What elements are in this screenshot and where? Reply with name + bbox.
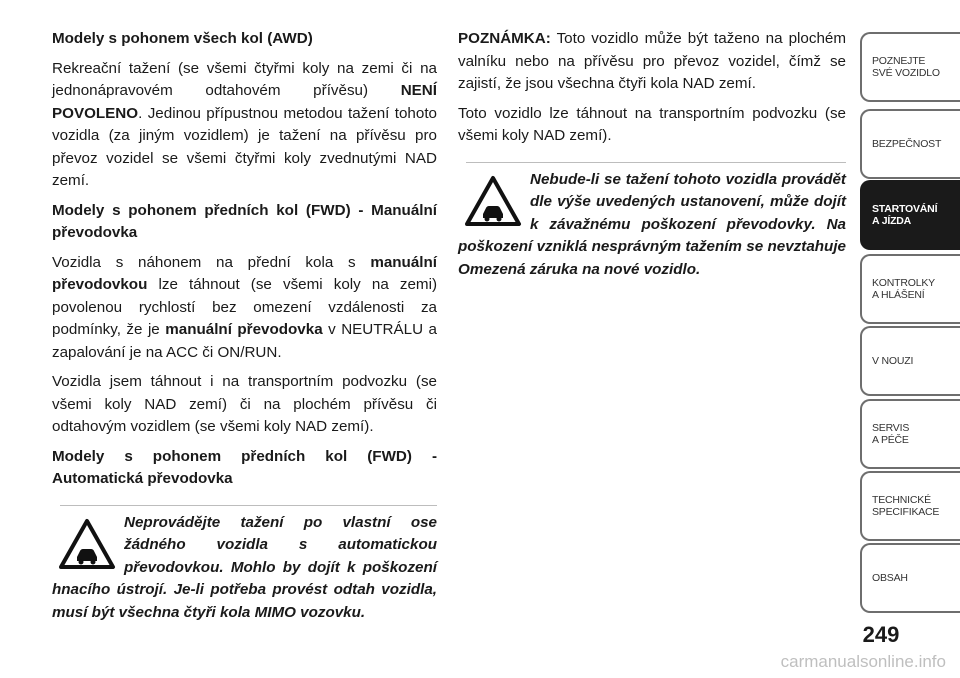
fwd-manual-paragraph-2: Vozidla jsem táhnout i na transportním podvozku (se všemi koly NAD zemí) či na plochém přívěsu či odtahovým vozidlem (se všemi koly NAD zemí).	[52, 373, 437, 435]
fwd-manual-heading: Modely s pohonem předních kol (FWD) - Manuální převodovka	[52, 201, 437, 241]
tab-obsah[interactable]: OBSAH	[860, 543, 960, 613]
right-column	[458, 28, 846, 281]
note-label: POZNÁMKA:	[458, 30, 551, 47]
awd-heading: Modely s pohonem všech kol (AWD)	[52, 30, 313, 47]
note-paragraph: POZNÁMKA: Toto vozidlo může být taženo na plochém valníku nebo na přívěsu pro převoz vozidel, čímž se zajistí, že jsou všechna čtyři kola NAD zemí.	[458, 30, 846, 92]
tab-startovani-a-jizda[interactable]: STARTOVÁNÍ A JÍZDA	[860, 180, 960, 250]
fwd-manual-paragraph: Vozidla s náhonem na přední kola s manuální převodovkou lze táhnout (se všemi koly na zemi) povolenou rychlostí bez omezení vzdálenosti za podmínky, že je manuální převodovka v NEUTRÁLU a zapalování je na ACC či ON/RUN.	[52, 253, 437, 361]
warning-rule	[466, 162, 846, 163]
warning-text-left: Neprovádějte tažení po vlastní ose žádného vozidla s automatickou převodovkou. Mohlo by dojít k poškození hnacího ústrojí. Je-li potřeba provést odtah vozidla, musí být všechna čtyři kola MIMO vozovku.	[52, 513, 437, 621]
page-number: 249	[862, 622, 900, 647]
awd-not-allowed: NENÍ POVOLENO	[52, 82, 437, 122]
transport-paragraph: Toto vozidlo lze táhnout na transportním podvozku (se všemi koly NAD zemí).	[458, 104, 846, 144]
tab-v-nouzi[interactable]: V NOUZI	[860, 326, 960, 396]
fwd-auto-heading: Modely s pohonem předních kol (FWD) - Automatická převodovka	[52, 447, 437, 487]
warning-car-icon	[58, 518, 116, 570]
tab-servis-a-pece[interactable]: SERVIS A PÉČE	[860, 399, 960, 469]
warning-box-left	[52, 505, 437, 625]
tab-bezpecnost[interactable]: BEZPEČNOST	[860, 109, 960, 179]
warning-rule	[60, 505, 437, 506]
chapter-tabs	[860, 0, 960, 678]
tab-technicke-specifikace[interactable]: TECHNICKÉ SPECIFIKACE	[860, 471, 960, 541]
watermark: carmanualsonline.info	[780, 652, 946, 671]
tab-kontrolky-a-hlaseni[interactable]: KONTROLKY A HLÁŠENÍ	[860, 254, 960, 324]
warning-text-right: Nebude-li se tažení tohoto vozidla provádět dle výše uvedených ustanovení, může dojít k závažnému poškození převodovky. Na poškození vzniklá nesprávným tažením se nevztahuje Omezená záruka na nové vozidlo.	[458, 170, 846, 278]
left-column	[52, 28, 437, 624]
awd-paragraph: Rekreační tažení (se všemi čtyřmi koly na zemi či na jednonápravovém odtahovém přívěsu) NENÍ POVOLENO. Jedinou přípustnou metodou tažení tohoto vozidla (za jiným vozidlem) je tažení na přívěsu pro převoz vozidel se všemi čtyřmi koly zvednutými NAD zemí.	[52, 59, 437, 189]
warning-box-right	[458, 162, 846, 282]
warning-car-icon	[464, 175, 522, 227]
tab-poznejte-sve-vozidlo[interactable]: POZNEJTE SVÉ VOZIDLO	[860, 32, 960, 102]
